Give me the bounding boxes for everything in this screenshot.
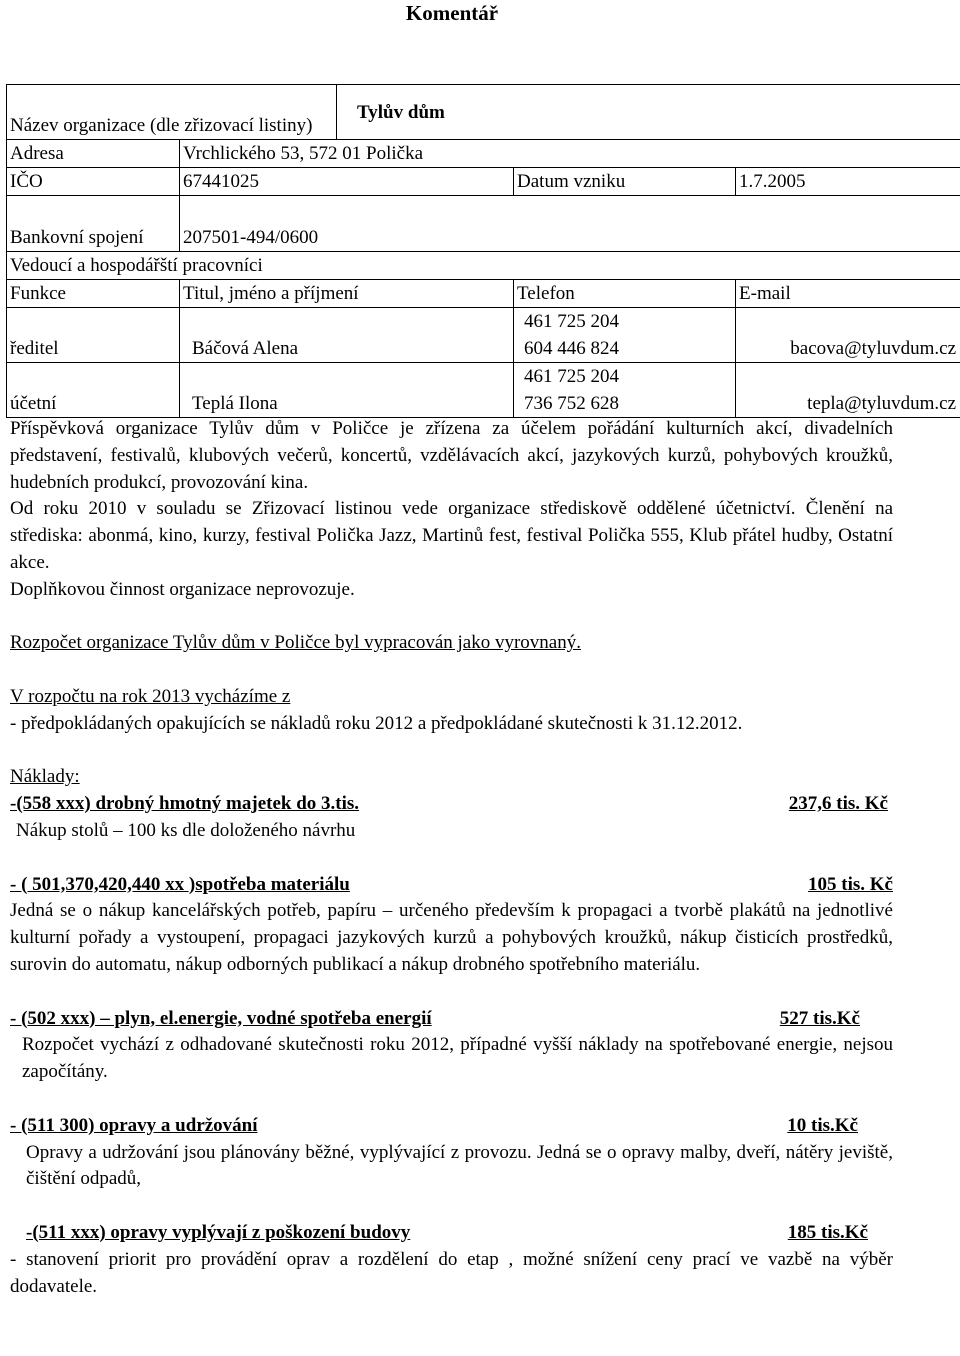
cost-item-header	[10, 872, 893, 899]
intro-paragraph: Příspěvková organizace Tylův dům v Poličce je zřízena za účelem pořádání kulturních akcí, divadelních představení, festivalů, klubových večerů, koncertů, vzdělávacích akcí, jazykových kurzů, pohybových kroužků, hudebních produkcí, provozování kina.	[10, 418, 893, 493]
row-phone	[514, 308, 736, 363]
cost-item-amount: 185 tis.Kč	[787, 1221, 868, 1243]
page-title: Komentář	[405, 1, 499, 25]
table-row	[7, 140, 960, 168]
ico-label: IČO	[7, 168, 180, 196]
cost-item-label: - (502 xxx) – plyn, el.energie, vodné spotřeba energií	[10, 1007, 432, 1029]
col-phone-header: Telefon	[514, 280, 736, 308]
cost-item-amount: 527 tis.Kč	[779, 1007, 860, 1029]
document-body	[10, 416, 893, 1300]
cost-item-header	[10, 1006, 860, 1033]
table-row	[7, 196, 960, 252]
table-row	[7, 85, 960, 140]
costs-heading: Náklady:	[10, 766, 80, 788]
staff-header: Vedoucí a hospodářští pracovníci	[7, 252, 960, 280]
col-name-header: Titul, jméno a příjmení	[180, 280, 514, 308]
table-row	[7, 308, 960, 363]
cost-item-amount: 10 tis.Kč	[787, 1114, 858, 1136]
founded-cell	[514, 168, 736, 196]
table-header-row	[7, 280, 960, 308]
founded-value: 1.7.2005	[736, 168, 960, 196]
row-email: tepla@tyluvdum.cz	[736, 363, 960, 418]
table-row	[7, 168, 960, 196]
additional-activity: Doplňkovou činnost organizace neprovozuje.	[10, 578, 355, 600]
cost-item-amount: 237,6 tis. Kč	[788, 793, 888, 815]
cost-item-description: - stanovení priorit pro provádění oprav a rozdělení do etap , možné snížení ceny prací ve vazbě na výběr dodavatele.	[10, 1248, 893, 1297]
phone-line: 461 725 204	[524, 311, 620, 332]
budget-heading: Rozpočet organizace Tylův dům v Poličce byl vypracován jako vyrovnaný.	[10, 632, 581, 654]
phone-line: 736 752 628	[524, 393, 620, 414]
org-name: Tylův dům	[357, 101, 445, 123]
col-function-header: Funkce	[7, 280, 180, 308]
cost-item-label: -(511 xxx) opravy vyplývají z poškození budovy	[26, 1221, 411, 1243]
organization-info-table	[6, 84, 960, 418]
cost-item	[10, 1113, 858, 1140]
cost-item	[10, 1220, 868, 1247]
cost-item	[10, 872, 893, 979]
basis-text: - předpokládaných opakujících se nákladů roku 2012 a předpokládané skutečnosti k 31.12.2012.	[10, 712, 743, 734]
address-value: Vrchlického 53, 572 01 Polička	[180, 140, 960, 168]
table-row	[7, 252, 960, 280]
cost-item-description: Jedná se o nákup kancelářských potřeb, papíru – určeného především k propagaci a tvorbě plakátů na jednotlivé kulturní pořady a vystoupení, propagaci jazykových kurzů a pohybových kroužků, nákup čisticích prostředků, surovin do automatu, nákup odborných publikací a nákup drobného spotřebního materiálu.	[10, 900, 893, 975]
bank-value: 207501-494/0600	[180, 196, 960, 252]
cost-item-description: Opravy a udržování jsou plánovány běžné, vyplývající z provozu. Jedná se o opravy malby, dveří, nátěry jeviště, čištění odpadů,	[26, 1141, 893, 1190]
cost-item-label: -(558 xxx) drobný hmotný majetek do 3.tis.	[10, 793, 360, 815]
cost-item	[10, 1006, 860, 1033]
basis-heading: V rozpočtu na rok 2013 vycházíme z	[10, 685, 291, 707]
cost-item-description: Nákup stolů – 100 ks dle doloženého návrhu	[16, 819, 356, 841]
cost-item	[10, 791, 888, 845]
phone-line: 461 725 204	[524, 366, 620, 387]
row-email: bacova@tyluvdum.cz	[736, 308, 960, 363]
address-label: Adresa	[7, 140, 180, 168]
cost-item-description: Rozpočet vychází z odhadované skutečnosti roku 2012, případné vyšší náklady na spotřebované energie, nejsou započítány.	[22, 1034, 893, 1083]
phone-line: 604 446 824	[524, 338, 620, 359]
cost-item-label: - ( 501,370,420,440 xx )spotřeba materiálu	[10, 873, 350, 895]
row-function: účetní	[7, 363, 180, 418]
cost-item-header	[10, 791, 888, 818]
cost-item-header	[10, 1113, 858, 1140]
ico-value: 67441025	[180, 168, 514, 196]
row-phone	[514, 363, 736, 418]
col-email-header: E-mail	[736, 280, 960, 308]
bank-label: Bankovní spojení	[7, 196, 180, 252]
centers-paragraph: Od roku 2010 v souladu se Zřizovací listinou vede organizace střediskově oddělené účetnictví. Členění na střediska: abonmá, kino, kurzy, festival Polička Jazz, Martinů fest, festival Polička 555, Klub přátel hudby, Ostatní akce.	[10, 498, 893, 573]
row-function: ředitel	[7, 308, 180, 363]
org-value-cell	[337, 85, 960, 140]
cost-item-amount: 105 tis. Kč	[808, 873, 893, 895]
table-row	[7, 363, 960, 418]
row-name: Teplá Ilona	[180, 363, 514, 418]
org-label-cell	[7, 85, 337, 140]
cost-item-header	[10, 1220, 868, 1247]
row-name: Báčová Alena	[180, 308, 514, 363]
org-label: Název organizace (dle zřizovací listiny)	[10, 115, 313, 136]
founded-label: Datum vzniku	[517, 171, 626, 192]
cost-item-label: - (511 300) opravy a udržování	[10, 1114, 258, 1136]
